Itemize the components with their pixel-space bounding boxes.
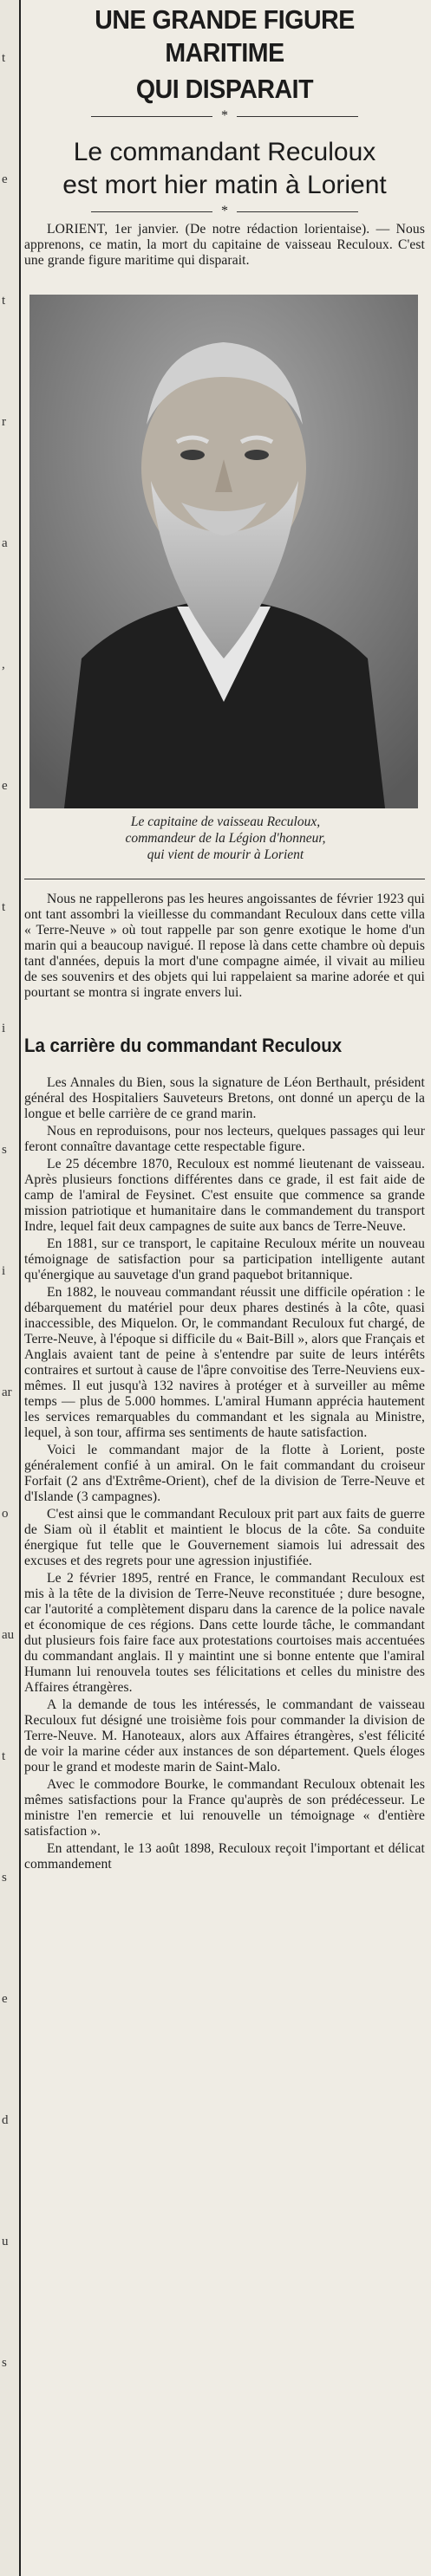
photo-caption [29, 814, 421, 863]
caption-line: qui vient de mourir à Lorient [147, 847, 304, 862]
section-title: La carrière du commandant Reculoux [24, 1035, 343, 1056]
margin-fragment: t [2, 294, 6, 308]
portrait-photo [29, 295, 418, 808]
dateline-place: LORIENT, [47, 222, 108, 237]
body-paragraph: A la demande de tous les intéressés, le commandant de vaisseau Reculoux fut désigné une troisième fois pour commander la division de Terre-Neuve. M. Hanoteaux, alors aux Affaires étrangères, s'est félicité de voir la marine céder aux instances de son département. Quels éloges pour le grand et modeste marin de Saint-Malo. [24, 1697, 425, 1775]
body-paragraph: En 1882, le nouveau commandant réussit une difficile opération : le débarquement du matériel pour deux phares destinés à la côte, quasi inaccessible, des Miquelon. Or, le commandant Reculoux fut chargé, de Terre-Neuve, à l'époque si difficile du « Bait-Bill », alors que Français et Anglais avaient tant de peine à s'entendre par suite de leurs intérêts contraires et surtout à cause de l'âpre convoitise des Terre-Neuviens eux-mêmes. Il eut jusqu'à 132 navires à protéger et à surveiller au même temps — plus de 5.000 hommes. L'amiral Humann apprécia hautement les services remarquables du commandant et les signala au Ministre, lequel, à son tour, affirma ses sentiments de haute satisfaction. [24, 1285, 425, 1440]
margin-fragment: d [2, 2113, 9, 2127]
body-paragraph: Voici le commandant major de la flotte à Lorient, poste généralement confié à un amiral. On le fait commandant du croiseur Forfait (2 ans d'Extrême-Orient), chef de la division de Terre-Neuve et d'Islande (3 campagnes). [24, 1443, 425, 1504]
margin-fragment: u [2, 2235, 9, 2248]
career-body [24, 1075, 425, 1872]
body-paragraph: Les Annales du Bien, sous la signature de Léon Berthault, président général des Hospitaliers Sauveteurs Bretons, ont donné un aperçu de la longue et belle carrière de ce grand marin. [24, 1075, 425, 1121]
margin-fragment: r [2, 415, 6, 429]
margin-fragment: t [2, 1749, 6, 1763]
separator-star: * [24, 204, 425, 218]
body-paragraph: C'est ainsi que le commandant Reculoux prit part aux faits de guerre de Siam où il établit et maintient le blocus de la côte. Sa conduite énergique fut telle que le Gouvernement siamois lui adressait des excuses et des regrets pour une agression injustifiée. [24, 1507, 425, 1568]
body-paragraph: En attendant, le 13 août 1898, Reculoux reçoit l'important et délicat commandement [24, 1841, 425, 1872]
portrait-figure [29, 295, 421, 863]
body-paragraph: En 1881, sur ce transport, le capitaine Reculoux mérite un nouveau témoignage de satisfaction pour sa participation intelligente autant qu'énergique au sauvetage d'un grand paquebot britannique. [24, 1236, 425, 1282]
dateline-text: 1er janvier. (De notre rédaction lorientaise). — Nous apprenons, ce matin, la mort du capitaine de vaisseau Reculoux. C'est une grande figure maritime qui disparait. [24, 222, 425, 268]
subheadline-line: Le commandant Reculoux [73, 138, 376, 166]
portrait-illustration [29, 295, 418, 808]
separator-star: * [24, 109, 425, 123]
margin-fragment: o [2, 1507, 9, 1521]
margin-fragment: ar [2, 1385, 12, 1399]
dateline-paragraph [24, 222, 425, 269]
margin-fragment: s [2, 2356, 7, 2370]
headline [24, 3, 425, 106]
margin-fragment: a [2, 536, 8, 550]
headline-line: UNE GRANDE FIGURE MARITIME [95, 4, 355, 68]
subheadline [24, 137, 425, 201]
intro-paragraph: Nous ne rappellerons pas les heures angoissantes de février 1923 qui ont tant assombri la vieillesse du commandant Reculoux dans cette villa « Terre-Neuve » où tout rappelle par son genre exotique le home d'un marin qui a beaucoup navigué. Il repose là dans cette chambre où depuis tant d'années, depuis la mort d'une compagne aimée, il vivait au milieu de ses souvenirs et des objets qui lui rappelaient sa marine adorée et qui pourtant se montra si ingrate envers lui. [24, 892, 425, 1000]
margin-fragment: e [2, 172, 8, 186]
article-column [24, 0, 425, 2576]
margin-fragment: i [2, 1264, 6, 1278]
body-paragraph: Avec le commodore Bourke, le commandant Reculoux obtenait les mêmes satisfactions pour la France qu'auprès de son prédécesseur. Le ministre l'en remercie et lui renouvelle un témoignage « d'entière satisfaction ». [24, 1777, 425, 1839]
margin-fragment: e [2, 779, 8, 793]
body-paragraph: Nous en reproduisons, pour nos lecteurs, quelques passages qui leur feront connaître davantage cette respectable figure. [24, 1124, 425, 1154]
body-paragraph: Le 25 décembre 1870, Reculoux est nommé lieutenant de vaisseau. Après plusieurs fonctions différentes dans ce grade, il est fait aide de camp de l'amiral de Feysinet. C'est ensuite que commence sa grande mission patriotique et humanitaire dans le commandement du transport Indre, lequel fait deux campagnes de suite aux bancs de Terre-Neuve. [24, 1157, 425, 1234]
margin-fragment: t [2, 900, 6, 914]
caption-line: commandeur de la Légion d'honneur, [125, 831, 326, 846]
adjacent-column-fragment [0, 0, 21, 2576]
headline-line: QUI DISPARAIT [135, 74, 314, 104]
margin-fragment: au [2, 1628, 15, 1642]
margin-fragment: s [2, 1143, 7, 1157]
margin-fragment: , [2, 658, 5, 672]
body-paragraph: Le 2 février 1895, rentré en France, le commandant Reculoux est mis à la tête de la division de Terre-Neuve reconstituée ; dure besogne, car l'autorité a complètement disparu dans la carence de la police navale et économique de ces régions. Dans cette lourde tâche, le commandant dut plusieurs fois faire face aux protestations courtoises mais accentuées du commandant anglais. Il y maintint une si bonne entente que l'amiral Humann lui renouvela toutes ses félicitations et celles du ministre des Affaires étrangères. [24, 1571, 425, 1695]
caption-line: Le capitaine de vaisseau Reculoux, [130, 814, 321, 829]
margin-fragment: t [2, 51, 6, 65]
margin-fragment: i [2, 1022, 6, 1035]
margin-fragment: e [2, 1992, 8, 2006]
margin-fragment: s [2, 1871, 7, 1885]
subheadline-line: est mort hier matin à Lorient [62, 171, 387, 199]
